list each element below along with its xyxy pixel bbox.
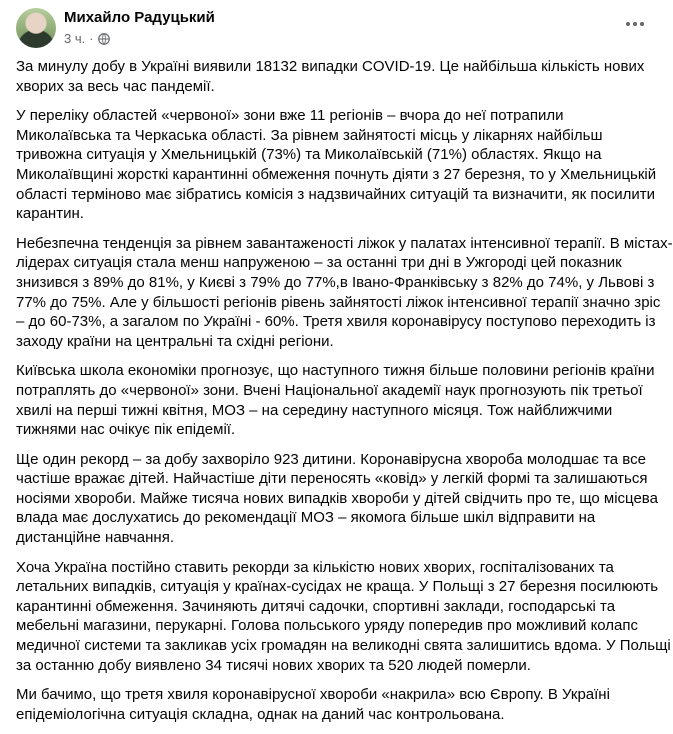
post-paragraph	[16, 361, 660, 439]
text-line: за останню добу виявлено 34 тисячі нових хворих та 520 людей померли.	[16, 656, 531, 674]
post-paragraph	[16, 450, 660, 548]
post-paragraph	[16, 685, 660, 724]
post-paragraph	[16, 106, 660, 224]
text-line: дистанційне навчання.	[16, 529, 174, 547]
text-line: заходу країни на центральні та східні регіони.	[16, 332, 334, 350]
author-name[interactable]: Михайло Радуцький	[64, 9, 215, 26]
text-line: лідерах ситуація стала менш напруженою – за останні три дні в Ужгороді цей показник	[16, 254, 622, 272]
text-line: Небезпечна тенденція за рівнем завантаженості ліжок у палатах інтенсивної терапії. В містах-	[16, 234, 673, 252]
post-paragraph	[16, 57, 660, 96]
text-line: медичної системи та закликав усіх громадян на великодні свята залишитись вдома. У Польщі	[16, 637, 671, 655]
text-line: карантинні обмеження. Зачиняють дитячі садочки, спортивні заклади, господарські та	[16, 597, 616, 615]
post-paragraph	[16, 558, 671, 676]
text-line: носіями хвороби. Майже тисяча нових випадків хвороби у дітей свідчить про те, що місцева	[16, 489, 658, 507]
text-line: потраплять до «червоної» зони. Вчені Національної академії наук прогнозують пік третьої	[16, 381, 643, 399]
text-line: Миколаївщині жорсткі карантинні обмеження почнуть діяти з 27 березня, то у Хмельницькій	[16, 165, 657, 183]
text-line: влада має дослухатись до рекомендації МОЗ – якомога більше шкіл відправити на	[16, 509, 596, 527]
text-line: У переліку областей «червоної» зони вже 11 регіонів – вчора до неї потрапили	[16, 107, 564, 125]
post-paragraph	[16, 234, 673, 352]
text-line: Ми бачимо, що третя хвиля коронавірусної хвороби «накрила» всю Європу. В Україні	[16, 686, 610, 704]
more-dot	[640, 22, 644, 26]
post-time[interactable]: 3 ч.	[64, 31, 86, 46]
text-line: – до 60-73%, а загалом по Україні - 60%. Третя хвиля коронавірусу поступово переходить із	[16, 313, 656, 331]
text-line: тривожна ситуація у Хмельницькій (73%) та Миколаївській (71%) областях. Якщо на	[16, 146, 602, 164]
globe-icon[interactable]	[98, 33, 110, 45]
text-line: карантин.	[16, 205, 84, 223]
more-options-icon[interactable]	[620, 12, 650, 36]
post-text	[16, 57, 673, 734]
text-line: Хоча Україна постійно ставить рекорди за кількістю нових хворих, госпіталізованих та	[16, 558, 614, 576]
post-header	[16, 8, 656, 50]
text-line: тижнями нас очікує пік епідемії.	[16, 421, 236, 439]
text-line: Київська школа економіки прогнозує, що наступного тижня більше половини регіонів країни	[16, 362, 655, 380]
text-line: хвилі на перші тижні квітня, МОЗ – на середину наступного місяця. Тож найближчими	[16, 401, 613, 419]
text-line: Миколаївська та Черкаська області. За рівнем зайнятості місць у лікарнях найбільш	[16, 126, 603, 144]
text-line: летальних випадків, ситуація у країнах-сусідах не краща. У Польщі з 27 березня посилюють	[16, 578, 659, 596]
text-line: мебельні магазини, перукарні. Голова польського уряду попередив про можливий колапс	[16, 617, 639, 635]
more-dot	[633, 22, 637, 26]
more-dot	[626, 22, 630, 26]
author-avatar[interactable]	[16, 8, 56, 48]
text-line: області терміново має зібратись комісія з надзвичайних ситуацій та визначити, як посилити	[16, 185, 656, 203]
text-line: За минулу добу в Україні виявили 18132 випадки COVID-19. Це найбільша кількість нових	[16, 58, 645, 75]
text-line: Ще один рекорд – за добу захворіло 923 дитини. Коронавірусна хвороба молодшає та все	[16, 450, 646, 468]
text-line: хворих за весь час пандемії.	[16, 77, 215, 95]
post-meta	[64, 31, 110, 46]
meta-separator: ·	[89, 31, 94, 46]
text-line: знизився з 89% до 81%, у Києві з 79% до 77%,в Івано-Франківську з 82% до 74%, у Львові з	[16, 273, 655, 291]
text-line: частіше вражає дітей. Найчастіше діти переносять «ковід» у легкій формі та залишаються	[16, 470, 648, 488]
text-line: епідеміологічна ситуація складна, однак на даний час контрольована.	[16, 705, 505, 723]
text-line: 77% до 75%. Але у більшості регіонів рівень зайнятості ліжок інтенсивної терапії значно зріс	[16, 293, 661, 311]
